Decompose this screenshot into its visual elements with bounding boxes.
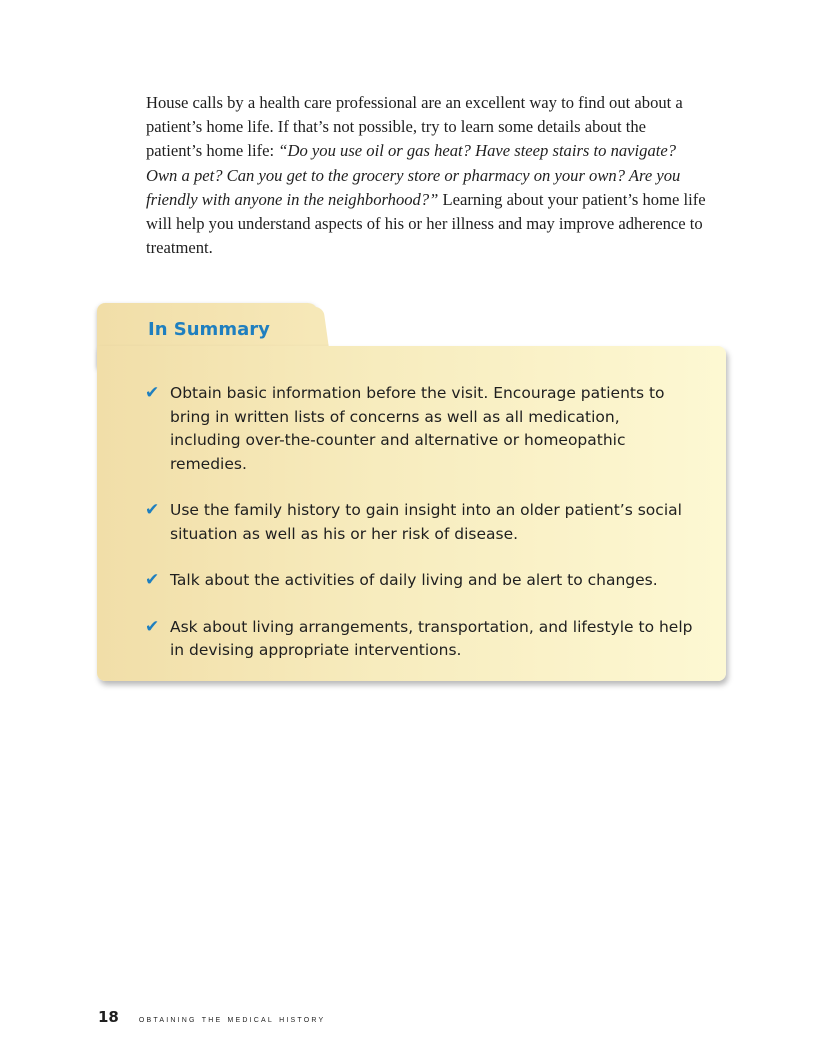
running-title: obtaining the medical history bbox=[138, 1013, 326, 1025]
checkmark-icon: ✔ bbox=[145, 570, 160, 590]
summary-item-text: Talk about the activities of daily living and be alert to changes. bbox=[170, 571, 658, 589]
summary-item bbox=[145, 382, 695, 476]
intro-text-after: Learning about your patient’s home life will help you understand aspects of his or her illness and may improve adherence to treatment. bbox=[146, 189, 706, 258]
page-number: 18 bbox=[98, 1008, 119, 1026]
summary-item bbox=[145, 569, 695, 593]
summary-item-text: Obtain basic information before the visit. Encourage patients to bring in written lists of concerns as well as all medication, including over-the-counter and alternative or homeopathic remedies. bbox=[170, 384, 665, 473]
intro-text-before: House calls by a health care professional are an excellent way to find out about a patient’s home life. If that’s not possible, try to learn some details about the patient’s home life: bbox=[146, 93, 683, 161]
summary-item bbox=[145, 499, 695, 546]
checkmark-icon: ✔ bbox=[145, 383, 160, 403]
summary-title: In Summary bbox=[148, 319, 270, 340]
summary-item bbox=[145, 616, 695, 663]
summary-item-text: Ask about living arrangements, transportation, and lifestyle to help in devising appropriate interventions. bbox=[170, 617, 693, 659]
summary-item-text: Use the family history to gain insight into an older patient’s social situation as well as his or her risk of disease. bbox=[170, 501, 682, 543]
summary-list bbox=[145, 382, 695, 686]
intro-paragraph bbox=[146, 91, 706, 260]
summary-box bbox=[97, 303, 726, 681]
intro-quote: “Do you use oil or gas heat? Have steep stairs to navigate? Own a pet? Can you get to the grocery store or pharmacy on your own? Are you friendly with anyone in the neighborhood?” bbox=[146, 141, 681, 209]
checkmark-icon: ✔ bbox=[145, 616, 160, 637]
page-footer bbox=[98, 1008, 325, 1026]
checkmark-icon: ✔ bbox=[145, 500, 160, 520]
